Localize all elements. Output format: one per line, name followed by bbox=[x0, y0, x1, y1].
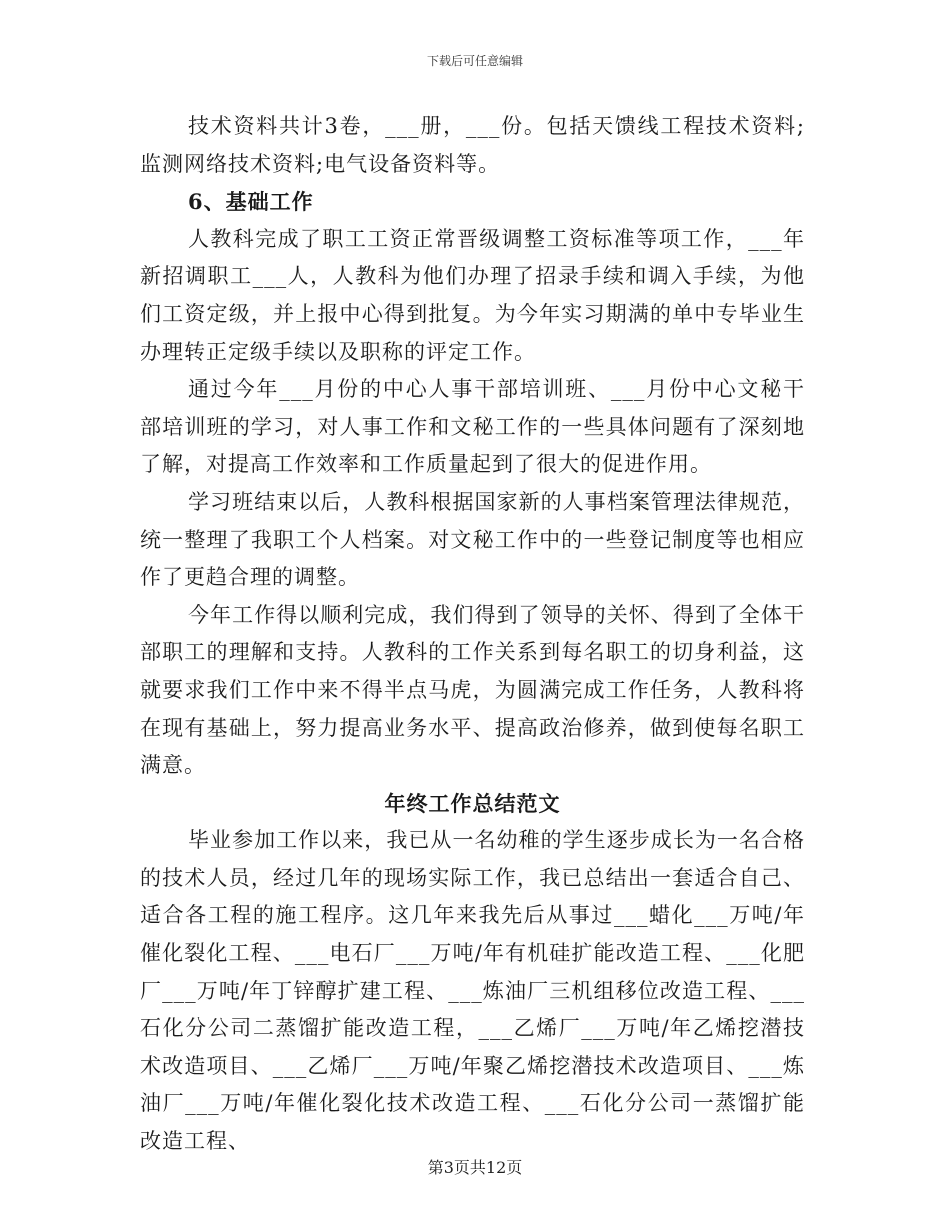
paragraph-technical-materials: 技术资料共计3卷，___册，___份。包括天馈线工程技术资料;监测网络技术资料;电气设备资料等。 bbox=[140, 114, 805, 176]
paragraph-career-summary: 毕业参加工作以来，我已从一名幼稚的学生逐步成长为一名合格的技术人员，经过几年的现场实际工作，我已总结出一套适合自己、适合各工程的施工程序。这几年来我先后从事过___蜡化___万吨/年催化裂化工程、___电石厂___万吨/年有机硅扩能改造工程、___化肥厂___万吨/年丁锌醇扩建工程、___炼油厂三机组移位改造工程、___石化分公司二蒸馏扩能改造工程，___乙烯厂___万吨/年乙烯挖潜技术改造项目、___乙烯厂___万吨/年聚乙烯挖潜技术改造项目、___炼油厂___万吨/年催化裂化技术改造工程、___石化分公司一蒸馏扩能改造工程、 bbox=[140, 828, 805, 1154]
paragraph-archives: 学习班结束以后，人教科根据国家新的人事档案管理法律规范，统一整理了我职工个人档案。对文秘工作中的一些登记制度等也相应作了更趋合理的调整。 bbox=[140, 489, 805, 590]
paragraph-salary-work: 人教科完成了职工工资正常晋级调整工资标准等项工作，___年新招调职工___人，人教科为他们办理了招录手续和调入手续，为他们工资定级，并上报中心得到批复。为今年实习期满的单中专毕业生办理转正定级手续以及职称的评定工作。 bbox=[140, 226, 805, 364]
page-number: 第3页共12页 bbox=[427, 1158, 523, 1177]
document-body bbox=[140, 108, 805, 1161]
article-title: 年终工作总结范文 bbox=[384, 790, 561, 816]
section-heading: 6、基础工作 bbox=[188, 189, 314, 215]
paragraph-training: 通过今年___月份的中心人事干部培训班、___月份中心文秘干部培训班的学习，对人事工作和文秘工作的一些具体问题有了深刻地了解，对提高工作效率和工作质量起到了很大的促进作用。 bbox=[140, 377, 805, 477]
paragraph-conclusion: 今年工作得以顺利完成，我们得到了领导的关怀、得到了全体干部职工的理解和支持。人教科的工作关系到每名职工的切身利益，这就要求我们工作中来不得半点马虎，为圆满完成工作任务，人教科将在现有基础上，努力提高业务水平、提高政治修养，做到使每名职工满意。 bbox=[140, 602, 805, 778]
header-note: 下载后可任意编辑 bbox=[426, 54, 523, 68]
